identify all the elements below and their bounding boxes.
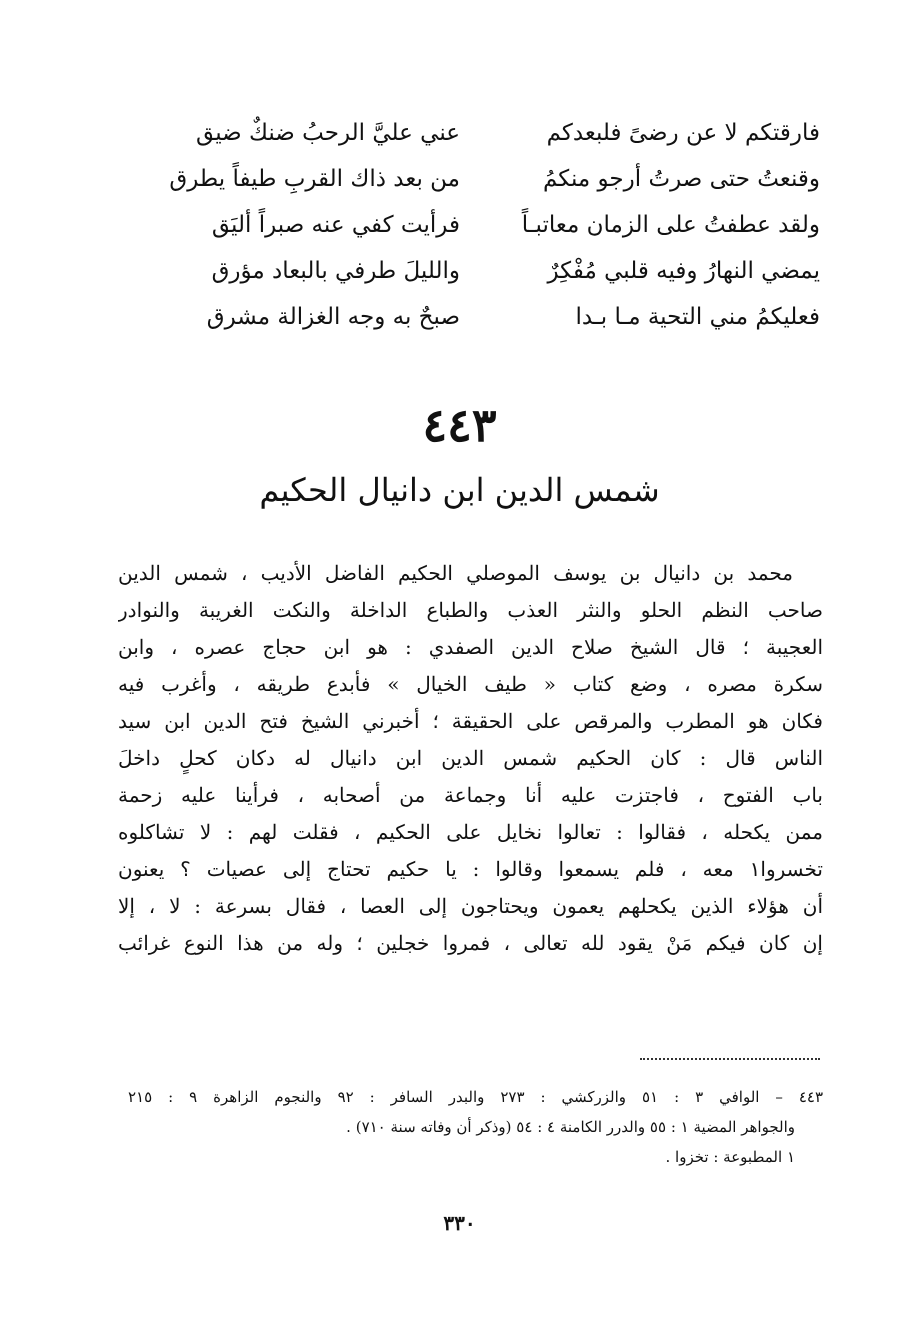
footnote-sources-continued: والجواهر المضية ١ : ٥٥ والدرر الكامنة ٤ : ٥٤ (وذكر أن وفاته سنة ٧١٠) . [346,1118,795,1136]
poem-verse [140,156,820,202]
verse-first-hemistich: ولقد عطفتُ على الزمان معاتبـاً [521,212,820,238]
poem-block [140,110,820,340]
verse-second-hemistich: والليلَ طرفي بالبعاد مؤرق [211,258,460,284]
poem-verse [140,294,820,340]
footnotes [128,1082,823,1172]
verse-first-hemistich: يمضي النهارُ وفيه قلبي مُفْكِرٌ [547,258,820,284]
verse-second-hemistich: فرأيت كفي عنه صبراً أليَق [211,212,460,238]
page-number: ٣٣٠ [443,1211,476,1235]
footnote-separator [640,1058,820,1060]
entry-number: ٤٤٣ [422,398,497,452]
text-line: محمد بن دانيال بن يوسف الموصلي الحكيم الفاضل الأديب ، شمس الدين [118,561,793,585]
poem-verse [140,110,820,156]
poem-verse [140,248,820,294]
poem-verse [140,202,820,248]
text-line: الناس قال : كان الحكيم شمس الدين ابن دانيال له دكان كحلٍ داخلَ [118,746,823,770]
footnote-sources: ٤٤٣ – الوافي ٣ : ٥١ والزركشي : ٢٧٣ والبدر السافر : ٩٢ والنجوم الزاهرة ٩ : ٢١٥ [128,1088,823,1106]
text-line: العجيبة ؛ قال الشيخ صلاح الدين الصفدي : هو ابن حجاج عصره ، وابن [118,635,823,659]
verse-first-hemistich: فارقتكم لا عن رضىً فلبعدكم [546,120,820,146]
text-line: تخسروا١ معه ، فلم يسمعوا وقالوا : يا حكيم تحتاج إلى عصيات ؟ يعنون [118,857,823,881]
footnote-variant-reading: ١ المطبوعة : تخزوا . [665,1148,795,1166]
verse-second-hemistich: من بعد ذاك القربِ طيفاً يطرق [169,166,460,192]
text-line: أن هؤلاء الذين يكحلهم يعمون ويحتاجون إلى العصا ، فقال بسرعة : لا ، إلا [118,894,823,918]
verse-first-hemistich: فعليكمُ مني التحية مـا بـدا [575,304,820,330]
entry-title: شمس الدين ابن دانيال الحكيم [259,471,660,509]
verse-first-hemistich: وقنعتُ حتى صرتُ أرجو منكمُ [542,166,820,192]
verse-second-hemistich: عني عليَّ الرحبُ ضنكٌ ضيق [196,120,460,146]
text-line: فكان هو المطرب والمرقص على الحقيقة ؛ أخبرني الشيخ فتح الدين ابن سيد [118,709,823,733]
text-line: إن كان فيكم مَنْ يقود لله تعالى ، فمروا خجلين ؛ وله من هذا النوع غرائب [118,931,823,955]
verse-second-hemistich: صبحٌ به وجه الغزالة مشرق [206,304,460,330]
biography-text [118,555,823,962]
text-line: سكرة مصره ، وضع كتاب « طيف الخيال » فأبدع طريقه ، وأغرب فيه [118,672,823,696]
text-line: ممن يكحله ، فقالوا : تعالوا نخايل على الحكيم ، فقلت لهم : لا تشاكلوه [118,820,823,844]
text-line: باب الفتوح ، فاجتزت عليه أنا وجماعة من أصحابه ، فرأينا عليه زحمة [118,783,823,807]
text-line: صاحب النظم الحلو والنثر العذب والطباع الداخلة والنكت الغريبة والنوادر [118,598,823,622]
